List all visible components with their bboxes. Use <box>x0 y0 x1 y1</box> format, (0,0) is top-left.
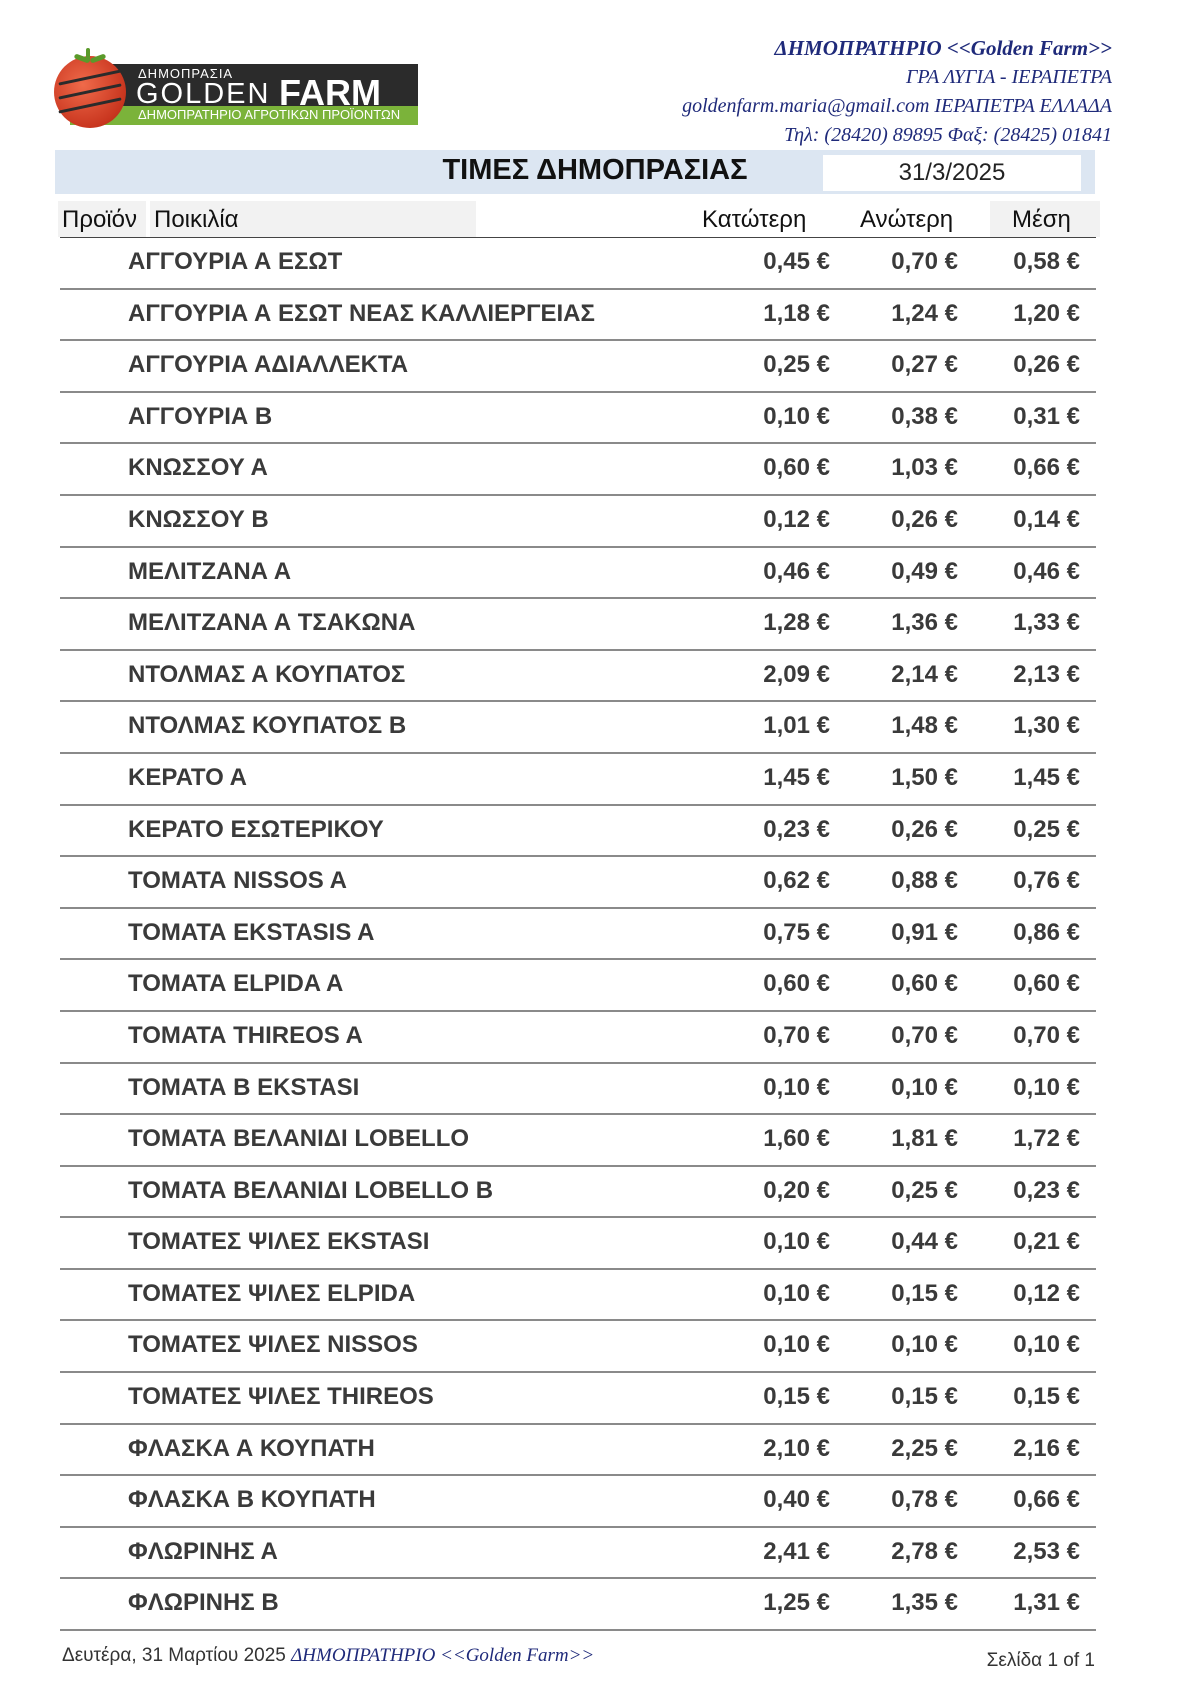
product-name: ΚΕΡΑΤΟ Α <box>128 763 247 791</box>
table-row <box>60 1425 1096 1477</box>
footer-brand: ΔΗΜΟΠΡΑΤΗΡΙΟ <<Golden Farm>> <box>291 1645 595 1666</box>
price-high: 0,70 € <box>891 1021 958 1049</box>
price-low: 2,09 € <box>763 660 830 688</box>
price-high: 0,88 € <box>891 867 958 895</box>
product-name: ΤΟΜΑΤΕΣ ΨΙΛΕΣ THIREOS <box>128 1383 434 1411</box>
company-email-line: goldenfarm.maria@gmail.com ΙΕΡΑΠΕΤΡΑ ΕΛΛΑΔΑ <box>682 95 1112 117</box>
price-high: 0,44 € <box>891 1228 958 1256</box>
product-name: ΦΛΩΡΙΝΗΣ Α <box>128 1537 278 1565</box>
price-avg: 0,76 € <box>1013 867 1080 895</box>
logo-golden-text: GOLDEN <box>136 78 271 110</box>
price-low: 0,10 € <box>763 402 830 430</box>
product-name: ΑΓΓΟΥΡΙΑ ΑΔΙΑΛΛΕΚΤΑ <box>128 351 409 379</box>
product-name: ΤΟΜΑΤΕΣ ΨΙΛΕΣ EKSTASI <box>128 1228 430 1256</box>
footer-date <box>62 1645 594 1667</box>
price-low: 0,60 € <box>763 970 830 998</box>
table-row <box>60 1528 1096 1580</box>
table-row <box>60 806 1096 858</box>
auction-date: 31/3/2025 <box>823 155 1081 191</box>
table-row <box>60 1579 1096 1631</box>
price-avg: 0,58 € <box>1013 248 1080 275</box>
table-row <box>60 1115 1096 1167</box>
table-row <box>60 1167 1096 1219</box>
table-row <box>60 702 1096 754</box>
table-row <box>60 909 1096 961</box>
price-high: 1,03 € <box>891 454 958 482</box>
price-high: 2,14 € <box>891 660 958 688</box>
price-low: 1,28 € <box>763 609 830 637</box>
product-name: ΝΤΟΛΜΑΣ Α ΚΟΥΠΑΤΟΣ <box>128 660 406 688</box>
price-avg: 1,33 € <box>1013 609 1080 637</box>
tomato-icon <box>54 56 126 128</box>
price-low: 0,45 € <box>763 248 830 275</box>
price-avg: 1,45 € <box>1013 763 1080 791</box>
product-name: ΚΝΩΣΣΟΥ Β <box>128 505 269 533</box>
price-high: 0,15 € <box>891 1279 958 1307</box>
price-low: 0,15 € <box>763 1383 830 1411</box>
price-low: 0,20 € <box>763 1176 830 1204</box>
table-row <box>60 1373 1096 1425</box>
product-name: ΤΟΜΑΤΕΣ ΨΙΛΕΣ ELPIDA <box>128 1279 416 1307</box>
company-phone-line: Τηλ: (28420) 89895 Φαξ: (28425) 01841 <box>784 124 1112 146</box>
title-band <box>55 150 1095 194</box>
price-avg: 0,10 € <box>1013 1331 1080 1359</box>
page-number: Σελίδα 1 of 1 <box>986 1650 1095 1671</box>
logo-subtitle: ΔΗΜΟΠΡΑΤΗΡΙΟ ΑΓΡΟΤΙΚΩΝ ΠΡΟΪΟΝΤΩΝ <box>138 107 401 122</box>
price-avg: 1,30 € <box>1013 712 1080 740</box>
table-row <box>60 1270 1096 1322</box>
price-avg: 0,25 € <box>1013 815 1080 843</box>
price-low: 1,60 € <box>763 1125 830 1153</box>
price-avg: 2,53 € <box>1013 1537 1080 1565</box>
price-low: 0,10 € <box>763 1279 830 1307</box>
price-avg: 0,60 € <box>1013 970 1080 998</box>
price-high: 0,91 € <box>891 918 958 946</box>
product-name: ΤΟΜΑΤΑ ΒΕΛΑΝΙΔΙ LOBELLO Β <box>128 1176 494 1204</box>
price-avg: 0,70 € <box>1013 1021 1080 1049</box>
price-high: 0,10 € <box>891 1331 958 1359</box>
price-high: 0,49 € <box>891 557 958 585</box>
price-low: 0,40 € <box>763 1486 830 1514</box>
price-high: 0,25 € <box>891 1176 958 1204</box>
price-high: 0,60 € <box>891 970 958 998</box>
price-avg: 0,31 € <box>1013 402 1080 430</box>
price-low: 0,75 € <box>763 918 830 946</box>
price-avg: 2,13 € <box>1013 660 1080 688</box>
product-name: ΤΟΜΑΤΑ THIREOS A <box>128 1021 363 1049</box>
product-name: ΤΟΜΑΤΑ ΒΕΛΑΝΙΔΙ LOBELLO <box>128 1125 470 1153</box>
company-name: ΔΗΜΟΠΡΑΤΗΡΙΟ <<Golden Farm>> <box>774 36 1112 60</box>
price-avg: 2,16 € <box>1013 1434 1080 1462</box>
table-row <box>60 754 1096 806</box>
table-row <box>60 290 1096 342</box>
price-low: 1,45 € <box>763 763 830 791</box>
price-avg: 0,15 € <box>1013 1383 1080 1411</box>
price-low: 1,01 € <box>763 712 830 740</box>
price-low: 1,25 € <box>763 1589 830 1617</box>
price-high: 0,26 € <box>891 505 958 533</box>
table-row <box>60 960 1096 1012</box>
price-avg: 0,86 € <box>1013 918 1080 946</box>
price-low: 0,10 € <box>763 1228 830 1256</box>
price-avg: 0,26 € <box>1013 351 1080 379</box>
column-header-high-label: Ανώτερη <box>860 206 954 233</box>
price-high: 1,50 € <box>891 763 958 791</box>
column-header-product <box>58 201 146 237</box>
product-name: ΤΟΜΑΤΑ EKSTASIS A <box>128 918 375 946</box>
table-row <box>60 1012 1096 1064</box>
price-high: 0,70 € <box>891 248 958 275</box>
price-high: 0,78 € <box>891 1486 958 1514</box>
price-low: 1,18 € <box>763 299 830 327</box>
price-avg: 0,21 € <box>1013 1228 1080 1256</box>
product-name: ΑΓΓΟΥΡΙΑ Β <box>128 402 273 430</box>
product-name: ΑΓΓΟΥΡΙΑ Α ΕΣΩΤ ΝΕΑΣ ΚΑΛΛΙΕΡΓΕΙΑΣ <box>128 299 595 327</box>
price-high: 1,48 € <box>891 712 958 740</box>
price-low: 0,23 € <box>763 815 830 843</box>
product-name: ΤΟΜΑΤΑ NISSOS A <box>128 867 347 895</box>
table-row <box>60 548 1096 600</box>
logo-farm-text: FARM <box>279 72 381 113</box>
price-high: 1,24 € <box>891 299 958 327</box>
price-low: 0,46 € <box>763 557 830 585</box>
price-high: 2,78 € <box>891 1537 958 1565</box>
price-low: 2,41 € <box>763 1537 830 1565</box>
price-low: 2,10 € <box>763 1434 830 1462</box>
page-title: ΤΙΜΕΣ ΔΗΜΟΠΡΑΣΙΑΣ <box>442 154 748 186</box>
product-name: ΦΛΑΣΚΑ Β ΚΟΥΠΑΤΗ <box>128 1486 376 1514</box>
table-row <box>60 496 1096 548</box>
product-name: ΚΝΩΣΣΟΥ Α <box>128 454 268 482</box>
product-name: ΚΕΡΑΤΟ ΕΣΩΤΕΡΙΚΟΥ <box>128 815 384 843</box>
table-row <box>60 1064 1096 1116</box>
price-low: 0,12 € <box>763 505 830 533</box>
column-header-product-label: Προϊόν <box>62 206 138 233</box>
price-avg: 1,20 € <box>1013 299 1080 327</box>
table-row <box>60 238 1096 290</box>
product-name: ΤΟΜΑΤΑ ELPIDA A <box>128 970 344 998</box>
price-high: 1,81 € <box>891 1125 958 1153</box>
price-high: 2,25 € <box>891 1434 958 1462</box>
price-high: 1,35 € <box>891 1589 958 1617</box>
price-high: 0,10 € <box>891 1073 958 1101</box>
price-high: 0,27 € <box>891 351 958 379</box>
product-name: ΦΛΑΣΚΑ Α ΚΟΥΠΑΤΗ <box>128 1434 375 1462</box>
column-header-avg <box>990 201 1100 237</box>
table-row <box>60 1476 1096 1528</box>
company-info <box>682 34 1112 150</box>
price-low: 0,10 € <box>763 1331 830 1359</box>
product-name: ΜΕΛΙΤΖΑΝΑ Α <box>128 557 292 585</box>
table-row <box>60 444 1096 496</box>
price-table <box>60 238 1096 1631</box>
price-low: 0,60 € <box>763 454 830 482</box>
price-avg: 0,46 € <box>1013 557 1080 585</box>
price-low: 0,25 € <box>763 351 830 379</box>
table-row <box>60 1321 1096 1373</box>
table-row <box>60 341 1096 393</box>
price-high: 0,26 € <box>891 815 958 843</box>
price-avg: 0,10 € <box>1013 1073 1080 1101</box>
table-row <box>60 651 1096 703</box>
price-low: 0,70 € <box>763 1021 830 1049</box>
footer-date-text: Δευτέρα, 31 Μαρτίου 2025 <box>62 1645 292 1666</box>
price-avg: 0,23 € <box>1013 1176 1080 1204</box>
logo-top-text: ΔΗΜΟΠΡΑΣΙΑ <box>138 66 234 81</box>
price-avg: 1,72 € <box>1013 1125 1080 1153</box>
column-header-high <box>860 201 980 237</box>
product-name: ΦΛΩΡΙΝΗΣ Β <box>128 1589 279 1617</box>
product-name: ΜΕΛΙΤΖΑΝΑ Α ΤΣΑΚΩΝΑ <box>128 609 416 637</box>
product-name: ΤΟΜΑΤΑ Β EKSTASI <box>128 1073 360 1101</box>
column-header-variety-label: Ποικιλία <box>154 206 239 233</box>
price-high: 1,36 € <box>891 609 958 637</box>
product-name: ΝΤΟΛΜΑΣ ΚΟΥΠΑΤΟΣ Β <box>128 712 407 740</box>
column-header-low-label: Κατώτερη <box>702 206 807 233</box>
price-high: 0,15 € <box>891 1383 958 1411</box>
price-high: 0,38 € <box>891 402 958 430</box>
table-row <box>60 1218 1096 1270</box>
price-low: 0,62 € <box>763 867 830 895</box>
column-header-variety <box>150 201 476 237</box>
price-avg: 0,66 € <box>1013 1486 1080 1514</box>
table-row <box>60 599 1096 651</box>
product-name: ΤΟΜΑΤΕΣ ΨΙΛΕΣ NISSOS <box>128 1331 418 1359</box>
price-avg: 0,14 € <box>1013 505 1080 533</box>
product-name: ΑΓΓΟΥΡΙΑ Α ΕΣΩΤ <box>128 248 343 275</box>
company-logo <box>52 48 424 128</box>
price-avg: 1,31 € <box>1013 1589 1080 1617</box>
price-low: 0,10 € <box>763 1073 830 1101</box>
table-row <box>60 857 1096 909</box>
company-address: ΓΡΑ ΛΥΓΙΑ - ΙΕΡΑΠΕΤΡΑ <box>905 66 1112 88</box>
price-avg: 0,12 € <box>1013 1279 1080 1307</box>
price-avg: 0,66 € <box>1013 454 1080 482</box>
table-row <box>60 393 1096 445</box>
column-header-avg-label: Μέση <box>1012 206 1071 233</box>
